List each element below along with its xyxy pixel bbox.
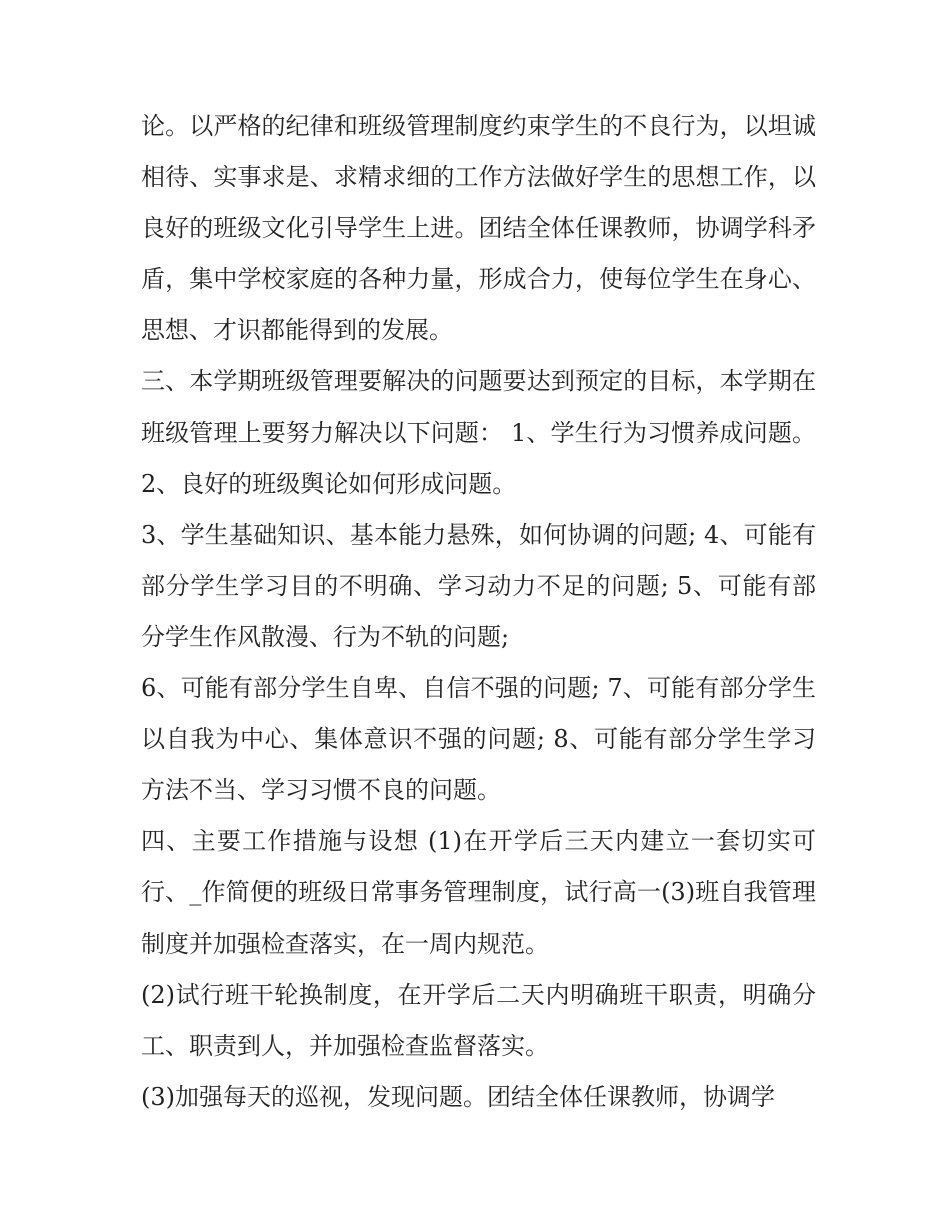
paragraph-4: 6、可能有部分学生自卑、自信不强的问题; 7、可能有部分学生以自我为中心、集体意识不强的问题; 8、可能有部分学生学习方法不当、学习习惯不良的问题。 [141, 674, 816, 805]
paragraph-3: 3、学生基础知识、基本能力悬殊，如何协调的问题; 4、可能有部分学生学习目的不明确、学习动力不足的问题; 5、可能有部分学生作风散漫、行为不轨的问题; [141, 520, 816, 651]
paragraph-7: (3)加强每天的巡视，发现问题。团结全体任课教师，协调学 [141, 1082, 775, 1111]
document-body [141, 101, 816, 1123]
paragraph-6: (2)试行班干轮换制度，在开学后二天内明确班干职责，明确分工、职责到人，并加强检查监督落实。 [141, 980, 816, 1060]
paragraph-5: 四、主要工作措施与设想 (1)在开学后三天内建立一套切实可行、_作简便的班级日常事务管理制度，试行高一(3)班自我管理制度并加强检查落实，在一周内规范。 [141, 827, 816, 958]
paragraph-2: 三、本学期班级管理要解决的问题要达到预定的目标，本学期在班级管理上要努力解决以下问题： 1、学生行为习惯养成问题。 2、良好的班级舆论如何形成问题。 [141, 367, 816, 498]
paragraph-1: 论。以严格的纪律和班级管理制度约束学生的不良行为，以坦诚相待、实事求是、求精求细的工作方法做好学生的思想工作，以良好的班级文化引导学生上进。团结全体任课教师，协调学科矛盾，集中学校家庭的各种力量，形成合力，使每位学生在身心、思想、才识都能得到的发展。 [141, 112, 816, 345]
